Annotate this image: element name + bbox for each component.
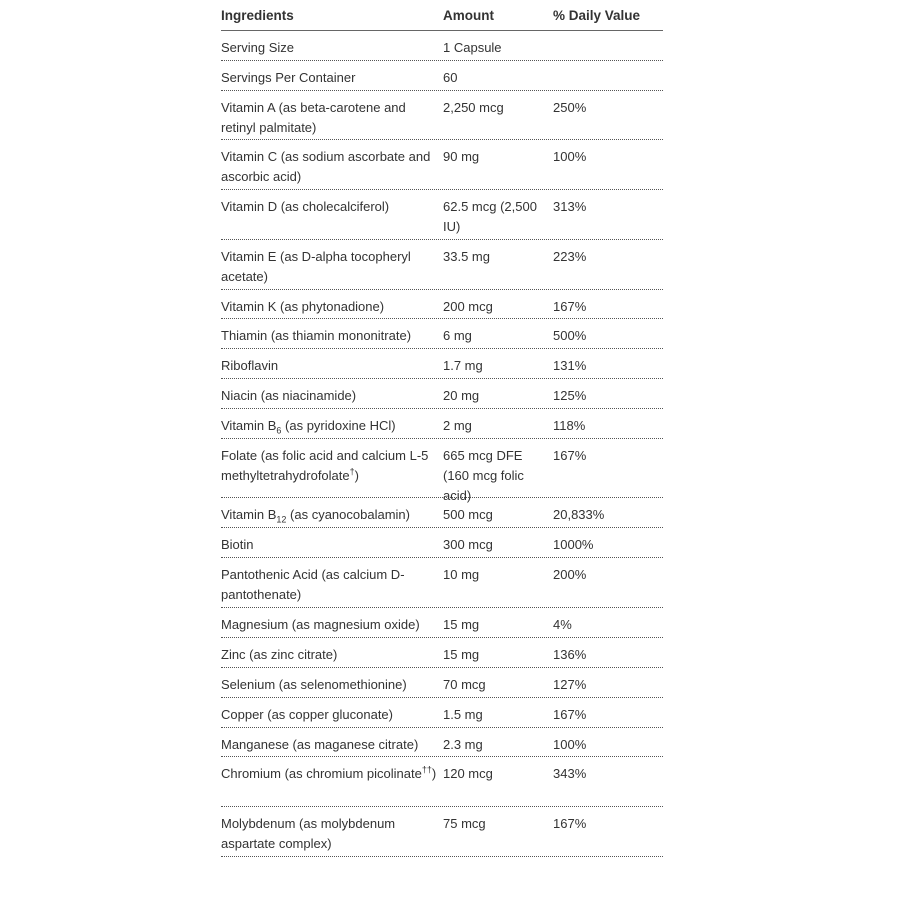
table-row bbox=[221, 638, 663, 668]
header-amount: Amount bbox=[443, 8, 494, 23]
ingredient-name: Zinc (as zinc citrate) bbox=[221, 646, 338, 662]
header-daily-value: % Daily Value bbox=[553, 8, 641, 23]
ingredient-daily-value: 167% bbox=[553, 706, 587, 722]
ingredient-name: Vitamin C (as sodium ascorbate and ascorbic acid) bbox=[221, 149, 431, 185]
ingredient-amount: 15 mg bbox=[443, 646, 480, 662]
table-row bbox=[221, 668, 663, 698]
table-row bbox=[221, 31, 663, 61]
ingredient-name: Vitamin A (as beta-carotene and retinyl palmitate) bbox=[221, 99, 406, 135]
table-row bbox=[221, 140, 663, 190]
ingredient-name: Niacin (as niacinamide) bbox=[221, 388, 357, 404]
table-row bbox=[221, 61, 663, 91]
supplement-facts-table bbox=[221, 0, 663, 857]
ingredient-daily-value: 125% bbox=[553, 388, 587, 404]
ingredient-amount: 10 mg bbox=[443, 567, 480, 583]
ingredient-amount: 500 mcg bbox=[443, 507, 493, 523]
ingredient-name: Vitamin E (as D-alpha tocopheryl acetate) bbox=[221, 248, 411, 284]
ingredient-daily-value: 136% bbox=[553, 646, 587, 662]
ingredient-daily-value: 343% bbox=[553, 766, 587, 782]
ingredient-daily-value: 250% bbox=[553, 99, 587, 115]
ingredient-daily-value: 100% bbox=[553, 149, 587, 165]
table-row bbox=[221, 728, 663, 758]
ingredient-daily-value: 200% bbox=[553, 567, 587, 583]
ingredient-name: Folate (as folic acid and calcium L-5 methyltetrahydrofolate†) bbox=[221, 447, 429, 483]
table-row bbox=[221, 528, 663, 558]
ingredient-daily-value: 167% bbox=[553, 447, 587, 463]
ingredient-name: Chromium (as chromium picolinate††) bbox=[221, 765, 437, 782]
ingredient-amount: 200 mcg bbox=[443, 298, 493, 314]
ingredient-name: Copper (as copper gluconate) bbox=[221, 706, 393, 722]
ingredient-daily-value: 167% bbox=[553, 816, 587, 832]
ingredient-name: Manganese (as maganese citrate) bbox=[221, 736, 419, 752]
ingredient-name: Vitamin $B_{12}$ (as cyanocobalamin) bbox=[221, 507, 410, 526]
ingredient-name: Serving Size bbox=[221, 40, 294, 55]
ingredient-amount: 1.5 mg bbox=[443, 706, 483, 722]
table-row bbox=[221, 757, 663, 807]
ingredient-amount: 15 mg bbox=[443, 616, 480, 632]
table-row bbox=[221, 379, 663, 409]
ingredient-daily-value: 1000% bbox=[553, 537, 594, 553]
ingredient-amount: 33.5 mg bbox=[443, 248, 490, 264]
ingredient-name: Thiamin (as thiamin mononitrate) bbox=[221, 328, 412, 344]
ingredient-amount: 20 mg bbox=[443, 388, 480, 404]
table-row bbox=[221, 608, 663, 638]
ingredient-name: Riboflavin bbox=[221, 358, 279, 374]
ingredient-daily-value: 20,833% bbox=[553, 507, 605, 523]
ingredient-daily-value: 100% bbox=[553, 736, 587, 752]
table-row bbox=[221, 91, 663, 141]
ingredient-name: Servings Per Container bbox=[221, 69, 356, 85]
ingredient-amount: 665 mcg DFE (160 mcg folic acid) bbox=[443, 447, 524, 503]
table-row bbox=[221, 290, 663, 320]
ingredient-name: Biotin bbox=[221, 537, 254, 553]
ingredient-name: Vitamin K (as phytonadione) bbox=[221, 298, 385, 314]
ingredient-amount: 300 mcg bbox=[443, 537, 493, 553]
ingredient-amount: 90 mg bbox=[443, 149, 480, 165]
ingredient-name: Selenium (as selenomethionine) bbox=[221, 676, 407, 692]
ingredient-name: Pantothenic Acid (as calcium D-pantothenate) bbox=[221, 567, 405, 603]
ingredient-name: Vitamin D (as cholecalciferol) bbox=[221, 199, 390, 215]
table-row bbox=[221, 698, 663, 728]
table-row bbox=[221, 319, 663, 349]
ingredient-amount: 2.3 mg bbox=[443, 736, 483, 752]
table-header bbox=[221, 0, 663, 31]
ingredient-amount: 2,250 mcg bbox=[443, 99, 504, 115]
ingredient-daily-value: 313% bbox=[553, 199, 587, 215]
header-ingredients: Ingredients bbox=[221, 8, 294, 23]
ingredient-amount: 2 mg bbox=[443, 418, 472, 434]
ingredient-amount: 6 mg bbox=[443, 328, 472, 344]
ingredient-amount: 75 mcg bbox=[443, 816, 486, 832]
ingredient-daily-value: 118% bbox=[553, 418, 586, 434]
table-row bbox=[221, 807, 663, 857]
ingredient-amount: 120 mcg bbox=[443, 766, 493, 782]
ingredient-name: Molybdenum (as molybdenum aspartate complex) bbox=[221, 816, 396, 851]
ingredient-daily-value: 131% bbox=[553, 358, 587, 374]
table-row bbox=[221, 190, 663, 240]
ingredient-daily-value: 500% bbox=[553, 328, 587, 344]
ingredient-amount: 1 Capsule bbox=[443, 40, 502, 55]
ingredient-amount: 60 bbox=[443, 69, 458, 85]
ingredient-amount: 1.7 mg bbox=[443, 358, 483, 374]
ingredient-amount: 70 mcg bbox=[443, 676, 486, 692]
ingredient-daily-value: 127% bbox=[553, 676, 587, 692]
ingredient-name: Magnesium (as magnesium oxide) bbox=[221, 616, 420, 632]
ingredient-name: Vitamin $B_6$ (as pyridoxine HCl) bbox=[221, 418, 396, 436]
ingredient-daily-value: 167% bbox=[553, 298, 587, 314]
table-row bbox=[221, 558, 663, 608]
table-row bbox=[221, 349, 663, 379]
table-row bbox=[221, 498, 663, 528]
table-row bbox=[221, 240, 663, 290]
table-row bbox=[221, 439, 663, 503]
table-row bbox=[221, 409, 663, 439]
ingredient-daily-value: 223% bbox=[553, 248, 587, 264]
ingredient-daily-value: 4% bbox=[553, 616, 572, 632]
ingredient-amount: 62.5 mcg (2,500 IU) bbox=[443, 199, 537, 234]
